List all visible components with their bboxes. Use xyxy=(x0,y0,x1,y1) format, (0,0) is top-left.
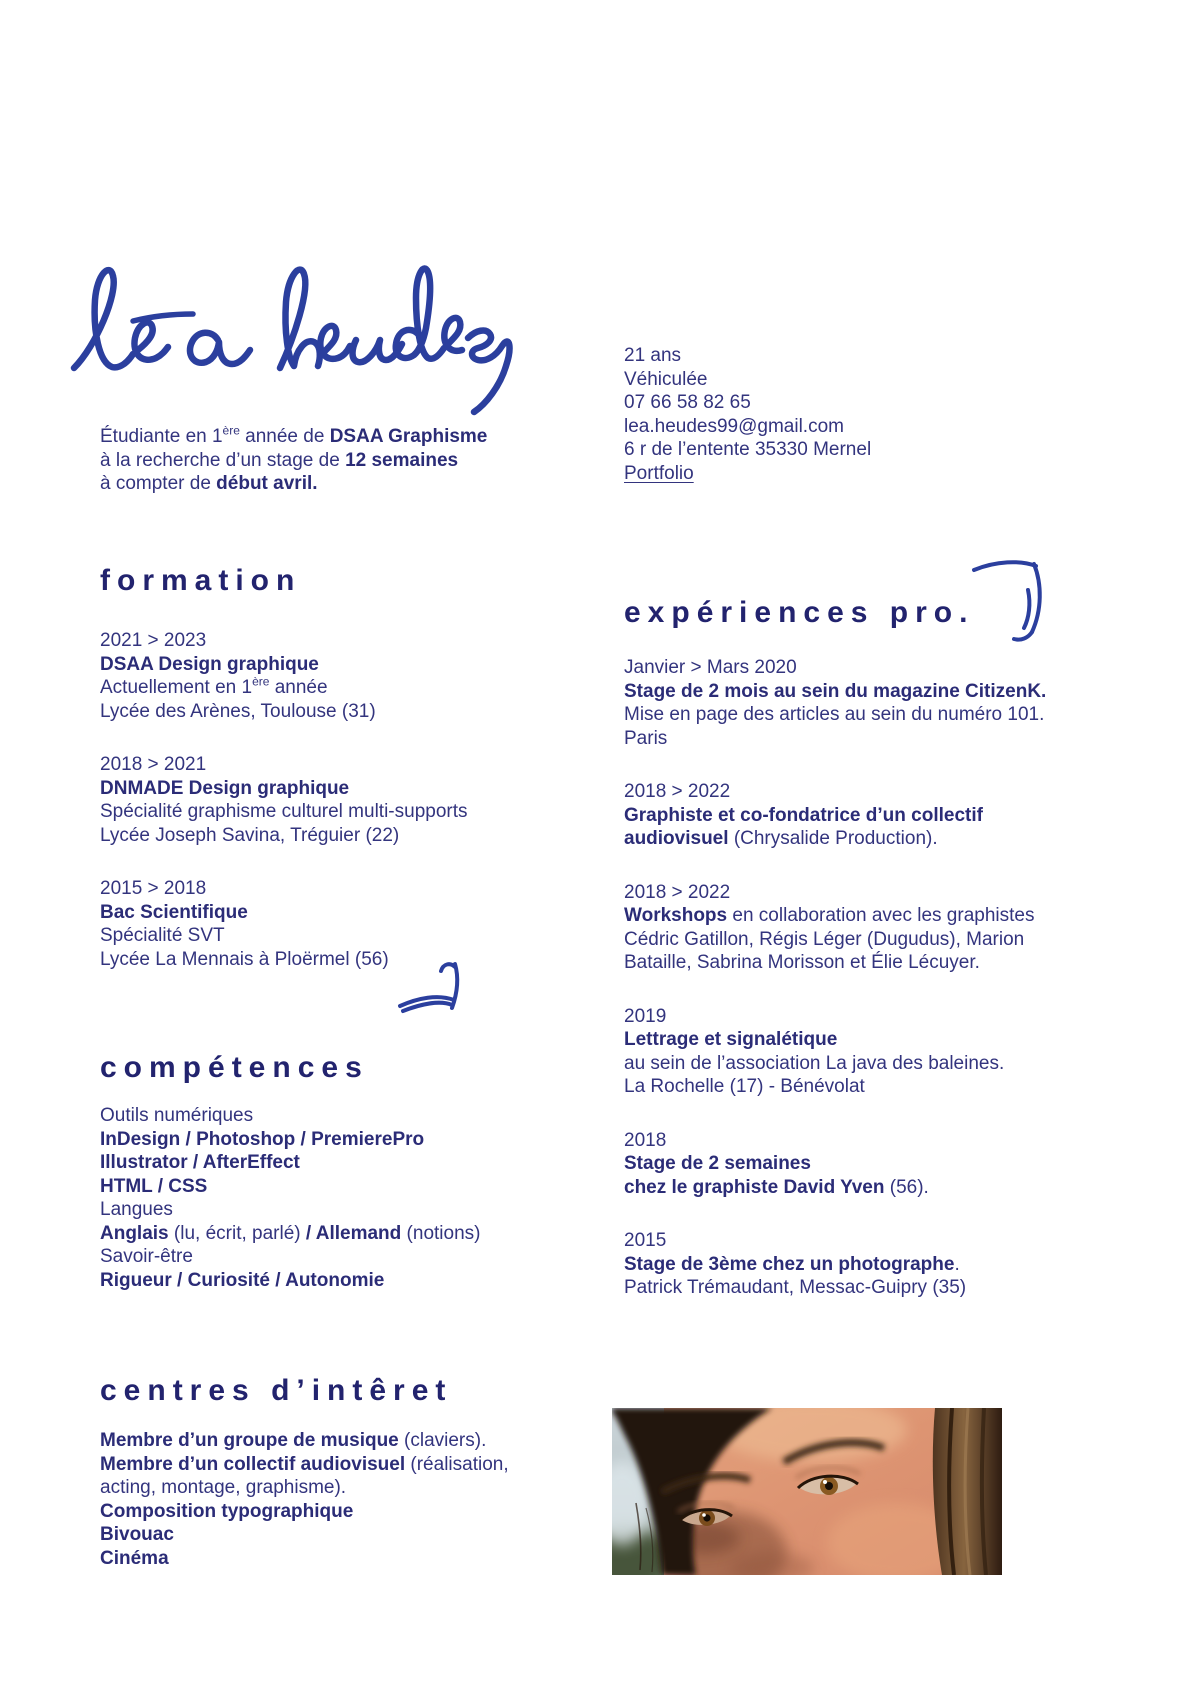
experience-entry xyxy=(624,656,1046,750)
entry-detail: Patrick Trémaudant, Messac-Guipry (35) xyxy=(624,1277,967,1298)
entry-dates: 2015 xyxy=(624,1230,667,1251)
section-heading-competences: compétences xyxy=(100,1051,369,1084)
entry-title: Stage de 3ème chez un photographe. xyxy=(624,1253,960,1275)
formation-entries xyxy=(100,629,468,971)
section-heading-formation: formation xyxy=(100,564,302,597)
experience-entries xyxy=(624,656,1046,1300)
entry-dates: 2018 > 2021 xyxy=(100,754,207,775)
entry-dates: Janvier > Mars 2020 xyxy=(624,657,797,678)
interest-line: Composition typographique xyxy=(100,1500,354,1522)
experience-entry xyxy=(624,780,1046,851)
entry-detail: audiovisuel (Chrysalide Production). xyxy=(624,828,938,849)
formation-entry xyxy=(100,629,468,723)
competence-line: Rigueur / Curiosité / Autonomie xyxy=(100,1269,385,1291)
entry-title: DNMADE Design graphique xyxy=(100,777,350,799)
entry-detail: Paris xyxy=(624,727,668,749)
entry-detail: Lycée La Mennais à Ploërmel (56) xyxy=(100,948,389,970)
entry-dates: 2018 xyxy=(624,1129,667,1151)
interest-line: Membre d’un groupe de musique (claviers). xyxy=(100,1430,487,1451)
entry-detail: Mise en page des articles au sein du numéro 101. xyxy=(624,704,1045,725)
experience-entry xyxy=(624,881,1046,975)
entry-title: Workshops en collaboration avec les graphistes xyxy=(624,905,1035,926)
entry-detail: La Rochelle (17) - Bénévolat xyxy=(624,1076,865,1097)
intro-tagline xyxy=(100,425,487,496)
contact-phone: 07 66 58 82 65 xyxy=(624,392,751,413)
section-heading-experiences: expériences pro. xyxy=(624,596,975,629)
entry-title: Stage de 2 mois au sein du magazine CitizenK. xyxy=(624,680,1047,702)
entry-detail: Lycée des Arènes, Toulouse (31) xyxy=(100,700,376,722)
interest-line: acting, montage, graphisme). xyxy=(100,1477,347,1498)
contact-block xyxy=(624,344,871,485)
entry-detail: Spécialité SVT xyxy=(100,925,225,946)
entry-dates: 2018 > 2022 xyxy=(624,781,731,802)
section-formation xyxy=(100,563,468,971)
experience-entry xyxy=(624,1229,1046,1300)
interest-line: Cinéma xyxy=(100,1547,169,1569)
entry-detail: au sein de l’association La java des baleines. xyxy=(624,1052,1005,1074)
competence-line: Illustrator / AfterEffect xyxy=(100,1152,300,1173)
entry-title: Graphiste et co-fondatrice d’un collectif xyxy=(624,804,983,826)
entry-title: Bac Scientifique xyxy=(100,901,248,923)
formation-entry xyxy=(100,753,468,847)
tagline-line-2: à la recherche d’un stage de 12 semaines xyxy=(100,449,459,471)
handwritten-signature-lea-heudes xyxy=(66,250,516,425)
contact-address: 6 r de l’entente 35330 Mernel xyxy=(624,439,872,460)
entry-detail: chez le graphiste David Yven (56). xyxy=(624,1176,929,1198)
contact-mobility: Véhiculée xyxy=(624,368,708,390)
competence-line: Anglais (lu, écrit, parlé) / Allemand (notions) xyxy=(100,1222,481,1244)
pen-corner-arrow-doodle-icon xyxy=(970,556,1048,648)
entry-dates: 2015 > 2018 xyxy=(100,878,207,899)
entry-title: Stage de 2 semaines xyxy=(624,1153,811,1174)
competence-line: Savoir-être xyxy=(100,1246,193,1267)
entry-detail: Bataille, Sabrina Morisson et Élie Lécuyer. xyxy=(624,952,980,973)
competence-line: Outils numériques xyxy=(100,1105,254,1126)
section-heading-interests: centres d’intêret xyxy=(100,1374,453,1407)
experience-entry xyxy=(624,1129,1046,1200)
section-experiences xyxy=(624,595,1046,1300)
competence-line: HTML / CSS xyxy=(100,1175,208,1197)
entry-dates: 2021 > 2023 xyxy=(100,630,207,651)
contact-email: lea.heudes99@gmail.com xyxy=(624,415,844,437)
entry-detail: Lycée Joseph Savina, Tréguier (22) xyxy=(100,824,400,846)
contact-age: 21 ans xyxy=(624,345,682,366)
pen-arrow-doodle-icon xyxy=(396,960,472,1024)
competence-line: InDesign / Photoshop / PremierePro xyxy=(100,1128,425,1150)
entry-dates: 2019 xyxy=(624,1005,667,1027)
experience-entry xyxy=(624,1005,1046,1099)
section-competences xyxy=(100,1050,480,1292)
entry-dates: 2018 > 2022 xyxy=(624,881,731,903)
entry-detail: Actuellement en 1ère année xyxy=(100,674,328,698)
portrait-photo xyxy=(612,1408,1002,1575)
entry-title: Lettrage et signalétique xyxy=(624,1029,838,1050)
competence-line: Langues xyxy=(100,1199,173,1220)
portfolio-link[interactable]: Portfolio xyxy=(624,462,694,484)
tagline-line-3: à compter de début avril. xyxy=(100,473,318,494)
interest-line: Membre d’un collectif audiovisuel (réalisation, xyxy=(100,1453,509,1475)
tagline-line-1: Étudiante en 1ère année de DSAA Graphisme xyxy=(100,423,488,447)
entry-detail: Spécialité graphisme culturel multi-supports xyxy=(100,801,468,822)
section-interests xyxy=(100,1373,509,1570)
formation-entry xyxy=(100,877,468,971)
interest-line: Bivouac xyxy=(100,1524,174,1545)
entry-title: DSAA Design graphique xyxy=(100,653,319,675)
entry-detail: Cédric Gatillon, Régis Léger (Dugudus), Marion xyxy=(624,928,1025,950)
